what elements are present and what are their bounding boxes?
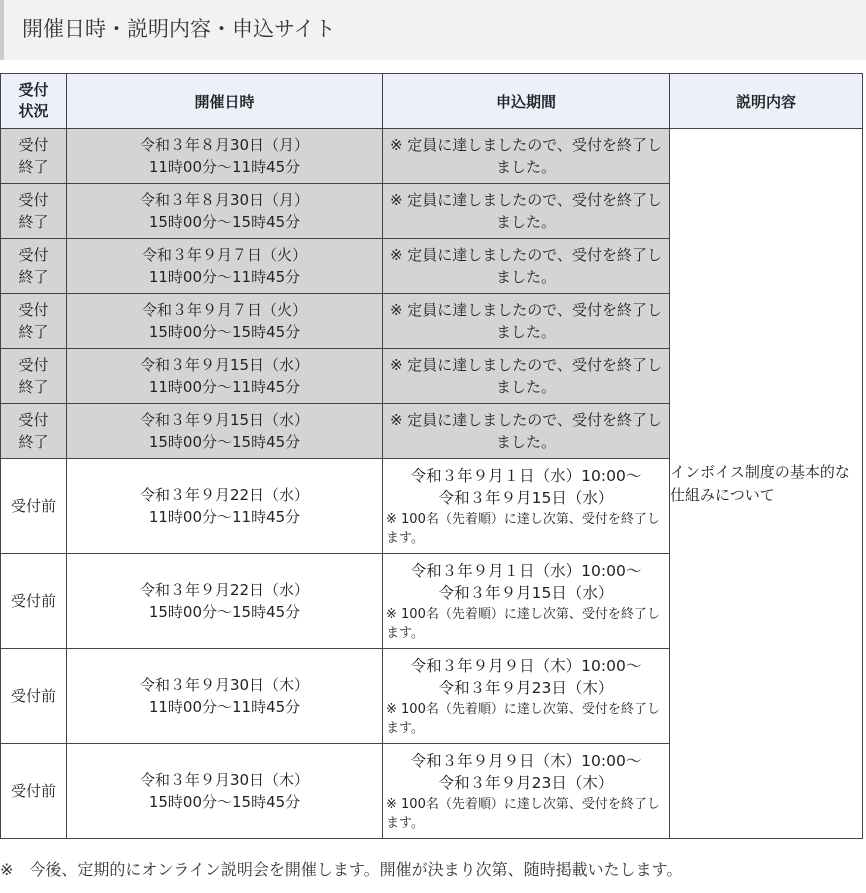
event-time: 15時00分～15時45分 — [148, 323, 301, 341]
table-header-row — [1, 74, 863, 129]
header-application-period: 申込期間 — [383, 74, 670, 129]
apply-cell: ※ 定員に達しましたので、受付を終了しました。 — [383, 184, 670, 239]
event-date: 令和３年９月15日（水） — [139, 356, 310, 374]
apply-to: 令和３年９月23日（木） — [438, 773, 614, 792]
status-cell: 受付前 — [1, 649, 67, 744]
header-status — [1, 74, 67, 129]
apply-note: ※ 100名（先着順）に達し次第、受付を終了します。 — [386, 796, 660, 831]
apply-cell: ※ 定員に達しましたので、受付を終了しました。 — [383, 129, 670, 184]
event-time: 11時00分～11時45分 — [148, 508, 301, 526]
event-date: 令和３年９月７日（火） — [141, 301, 307, 319]
datetime-cell — [67, 404, 383, 459]
datetime-cell — [67, 239, 383, 294]
apply-from: 令和３年９月１日（水）10:00～ — [410, 466, 642, 485]
apply-from: 令和３年９月９日（木）10:00～ — [410, 751, 642, 770]
status-cell — [1, 349, 67, 404]
event-date: 令和３年９月15日（水） — [139, 411, 310, 429]
event-time: 11時00分～11時45分 — [148, 158, 301, 176]
event-time: 11時00分～11時45分 — [148, 378, 301, 396]
event-time: 11時00分～11時45分 — [148, 268, 301, 286]
status-cell — [1, 404, 67, 459]
datetime-cell — [67, 554, 383, 649]
apply-cell: ※ 定員に達しましたので、受付を終了しました。 — [383, 349, 670, 404]
apply-cell — [383, 459, 670, 554]
datetime-cell — [67, 294, 383, 349]
apply-cell — [383, 744, 670, 839]
event-time: 11時00分～11時45分 — [148, 698, 301, 716]
datetime-cell — [67, 649, 383, 744]
event-time: 15時00分～15時45分 — [148, 793, 301, 811]
apply-to: 令和３年９月23日（木） — [438, 678, 614, 697]
apply-to: 令和３年９月15日（水） — [438, 488, 614, 507]
status-text-line2: 終了 — [18, 433, 49, 451]
datetime-cell — [67, 459, 383, 554]
status-text-line1: 受付 — [18, 356, 49, 374]
status-text-line2: 終了 — [18, 378, 49, 396]
header-status-line1: 受付 — [18, 81, 49, 99]
event-date: 令和３年９月７日（火） — [141, 246, 307, 264]
event-date: 令和３年８月30日（月） — [139, 136, 310, 154]
event-date: 令和３年８月30日（月） — [139, 191, 310, 209]
status-cell: 受付前 — [1, 744, 67, 839]
description-cell: インボイス制度の基本的な仕組みについて — [670, 129, 863, 839]
event-date: 令和３年９月22日（水） — [139, 581, 310, 599]
status-text-line2: 終了 — [18, 158, 49, 176]
status-text-line2: 終了 — [18, 323, 49, 341]
status-text-line1: 受付 — [18, 246, 49, 264]
apply-cell — [383, 649, 670, 744]
status-cell — [1, 129, 67, 184]
apply-cell — [383, 554, 670, 649]
event-date: 令和３年９月30日（木） — [139, 676, 310, 694]
event-time: 15時00分～15時45分 — [148, 603, 301, 621]
status-text-line1: 受付 — [18, 411, 49, 429]
apply-to: 令和３年９月15日（水） — [438, 583, 614, 602]
apply-from: 令和３年９月９日（木）10:00～ — [410, 656, 642, 675]
event-time: 15時00分～15時45分 — [148, 213, 301, 231]
apply-cell: ※ 定員に達しましたので、受付を終了しました。 — [383, 239, 670, 294]
status-text-line2: 終了 — [18, 268, 49, 286]
apply-from: 令和３年９月１日（水）10:00～ — [410, 561, 642, 580]
apply-note: ※ 100名（先着順）に達し次第、受付を終了します。 — [386, 511, 660, 546]
status-text-line1: 受付 — [18, 191, 49, 209]
section-title: 開催日時・説明内容・申込サイト — [0, 0, 866, 60]
header-datetime: 開催日時 — [67, 74, 383, 129]
status-text-line2: 終了 — [18, 213, 49, 231]
header-status-line2: 状況 — [18, 102, 49, 120]
event-date: 令和３年９月22日（水） — [139, 486, 310, 504]
status-cell — [1, 184, 67, 239]
event-date: 令和３年９月30日（木） — [139, 771, 310, 789]
datetime-cell — [67, 744, 383, 839]
status-text-line1: 受付 — [18, 136, 49, 154]
table-row — [1, 129, 863, 184]
datetime-cell — [67, 184, 383, 239]
header-description: 説明内容 — [670, 74, 863, 129]
apply-cell: ※ 定員に達しましたので、受付を終了しました。 — [383, 294, 670, 349]
status-text-line1: 受付 — [18, 301, 49, 319]
apply-note: ※ 100名（先着順）に達し次第、受付を終了します。 — [386, 606, 660, 641]
status-cell — [1, 239, 67, 294]
apply-note: ※ 100名（先着順）に達し次第、受付を終了します。 — [386, 701, 660, 736]
datetime-cell — [67, 129, 383, 184]
status-cell — [1, 294, 67, 349]
footnote: ※ 今後、定期的にオンライン説明会を開催します。開催が決まり次第、随時掲載いたします。 — [0, 860, 683, 879]
status-cell: 受付前 — [1, 554, 67, 649]
status-cell: 受付前 — [1, 459, 67, 554]
apply-cell: ※ 定員に達しましたので、受付を終了しました。 — [383, 404, 670, 459]
datetime-cell — [67, 349, 383, 404]
event-time: 15時00分～15時45分 — [148, 433, 301, 451]
schedule-table — [0, 73, 863, 839]
